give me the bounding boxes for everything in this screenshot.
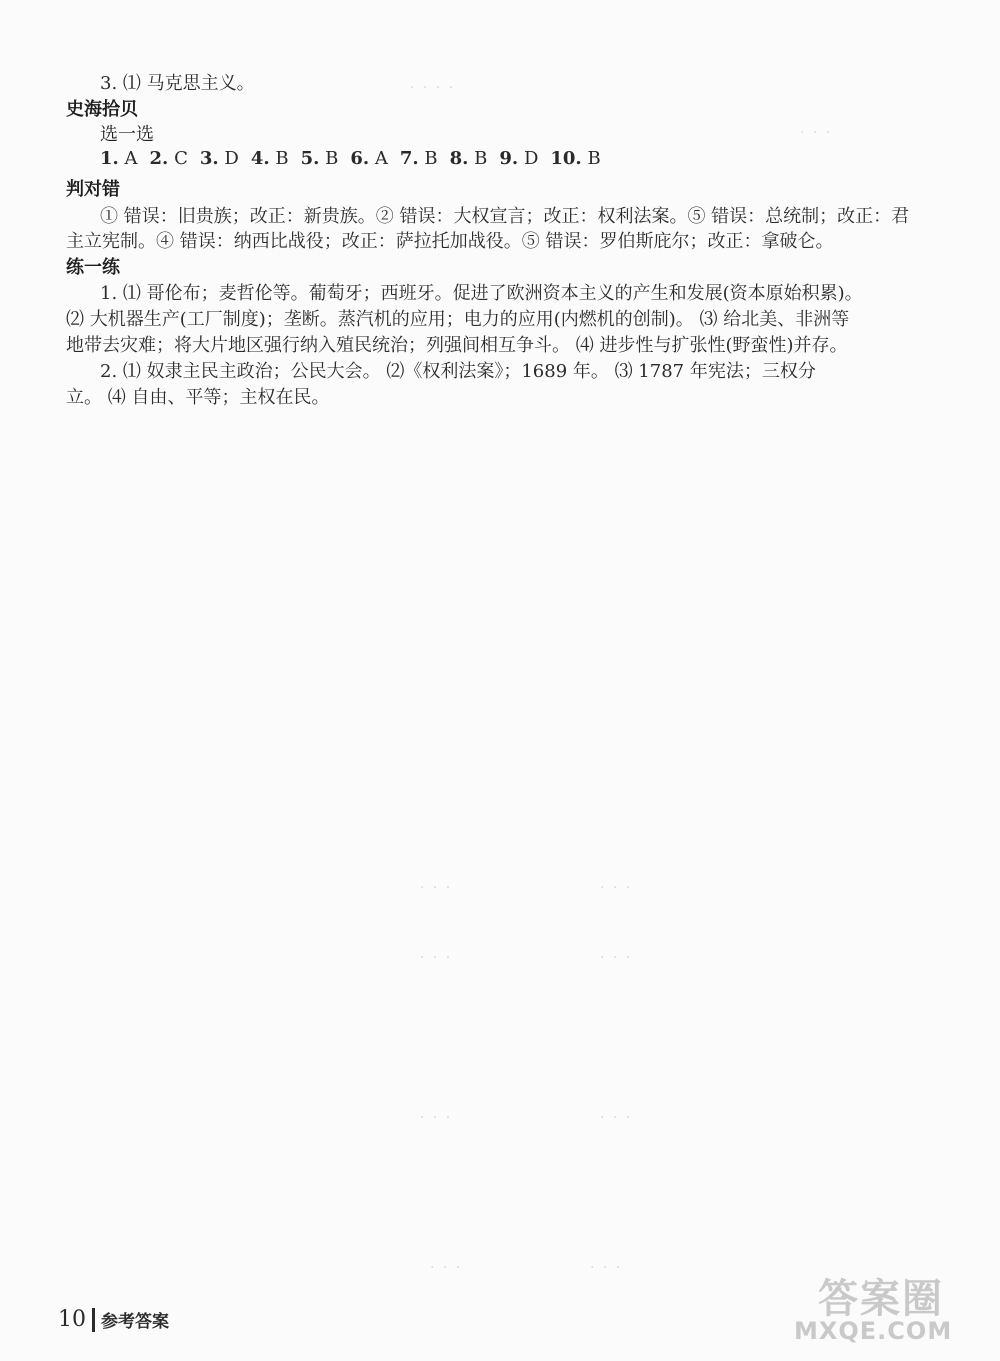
choice-answer: [350, 147, 388, 171]
choice-answer-number: 7.: [399, 148, 419, 169]
choice-answer-number: 3.: [199, 148, 219, 169]
bleed-through-speck: · · ·: [590, 1260, 623, 1276]
watermark-url: MXQE.COM: [794, 1317, 953, 1345]
bleed-through-speck: · · ·: [430, 1260, 463, 1276]
choice-answer-letter: B: [424, 148, 438, 169]
choice-answer-number: 1.: [100, 148, 119, 169]
choice-answer: [499, 147, 538, 171]
choice-answer-letter: B: [275, 148, 289, 169]
bleed-through-speck: · · ·: [420, 950, 453, 966]
bleed-through-speck: · · ·: [800, 125, 833, 141]
choice-answer-number: 10.: [550, 148, 582, 169]
choice-answer-number: 9.: [499, 148, 519, 169]
footer-label: 参考答案: [101, 1312, 169, 1332]
choice-answer-letter: B: [474, 148, 488, 169]
choice-answer-letter: D: [523, 148, 539, 169]
lianyilian-line-2: ⑵ 大机器生产(工厂制度)；垄断。蒸汽机的应用；电力的应用(内燃机的创制)。 ⑶ 给北美、非洲等: [66, 309, 850, 330]
choice-answer-number: 4.: [250, 148, 270, 169]
section-heading-shihai: 史海拾贝: [66, 99, 138, 120]
choice-answer: [450, 147, 488, 171]
page-footer: [58, 1307, 169, 1332]
choice-answer-letter: B: [325, 148, 339, 169]
choice-answer: [251, 147, 289, 171]
bleed-through-speck: · · ·: [600, 950, 633, 966]
bleed-through-speck: · · ·: [600, 1110, 633, 1126]
choice-answer-letter: D: [224, 148, 239, 169]
lianyilian-line-1: 1. ⑴ 哥伦布；麦哲伦等。葡萄牙；西班牙。促进了欧洲资本主义的产生和发展(资本原始积累)。: [100, 283, 863, 304]
choice-answer-letter: A: [124, 148, 138, 169]
lianyilian-line-5: 立。 ⑷ 自由、平等；主权在民。: [66, 387, 330, 408]
choice-answer: [550, 147, 600, 171]
choice-answer: [301, 147, 339, 171]
choice-answer-letter: A: [374, 148, 388, 169]
section-heading-panduicuo: 判对错: [66, 179, 120, 200]
choice-answer: [150, 147, 188, 171]
panduicuo-line-2: 主立宪制。④ 错误：纳西比战役；改正：萨拉托加战役。⑤ 错误：罗伯斯庇尔；改正：拿破仑。: [66, 231, 834, 252]
choice-answer-letter: B: [587, 148, 601, 169]
bleed-through-speck: · · ·: [420, 1110, 453, 1126]
footer-divider: [92, 1308, 95, 1332]
answer-item-3: 3. ⑴ 马克思主义。: [100, 73, 255, 94]
subheading-xuanyixuan: 选一选: [100, 124, 154, 145]
choice-answer-number: 6.: [350, 148, 370, 169]
choice-answer: [100, 147, 138, 171]
watermark-text: 答案圈: [818, 1276, 944, 1322]
lianyilian-line-4: 2. ⑴ 奴隶主民主政治；公民大会。 ⑵《权利法案》；1689 年。 ⑶ 1787 年宪法；三权分: [100, 361, 816, 382]
bleed-through-speck: · · · ·: [410, 80, 456, 96]
section-heading-lianyilian: 练一练: [66, 257, 120, 278]
choice-answer-letter: C: [174, 148, 188, 169]
page-number: 10: [58, 1307, 86, 1332]
choice-answer: [400, 147, 438, 171]
lianyilian-line-3: 地带去灾难；将大片地区强行纳入殖民统治；列强间相互争斗。 ⑷ 进步性与扩张性(野蛮性)并存。: [66, 335, 848, 356]
site-watermark: [794, 1267, 984, 1347]
bleed-through-speck: · · ·: [600, 880, 633, 896]
bleed-through-speck: · · ·: [420, 880, 453, 896]
choice-answers-row: [100, 147, 613, 171]
choice-answer: [200, 147, 239, 171]
choice-answer-number: 8.: [449, 148, 469, 169]
choice-answer-number: 2.: [149, 148, 169, 169]
panduicuo-line-1: ① 错误：旧贵族；改正：新贵族。② 错误：大权宣言；改正：权利法案。⑤ 错误：总统制；改正：君: [100, 206, 910, 227]
choice-answer-number: 5.: [300, 148, 320, 169]
